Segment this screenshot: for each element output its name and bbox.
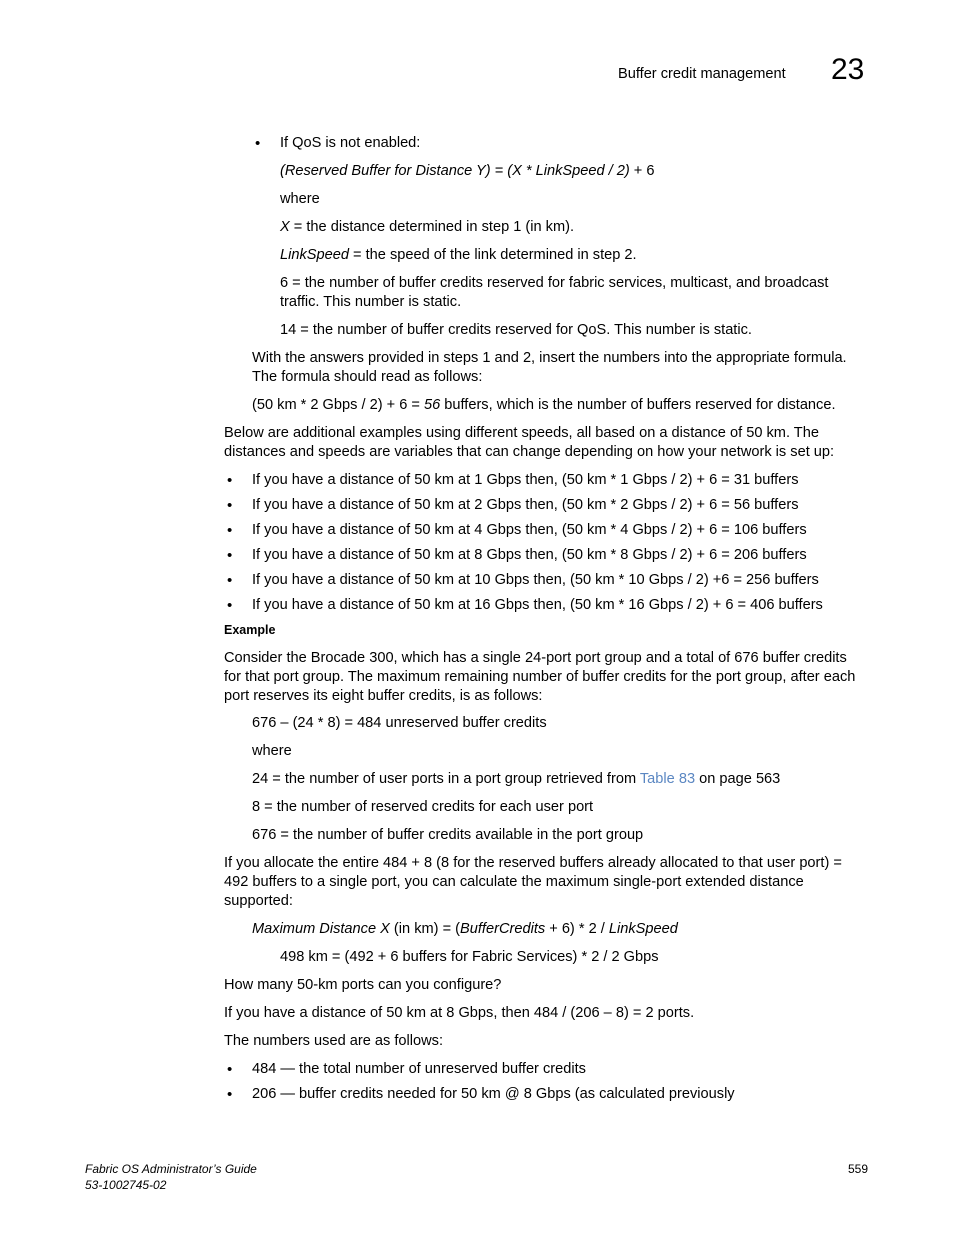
x-definition-text: = the distance determined in step 1 (in km). [289, 219, 575, 235]
max-italic-1: Maximum Distance X [252, 921, 390, 937]
list-item: 206 — buffer credits needed for 50 km @ 8 Gbps (as calculated previously [252, 1086, 735, 1102]
x-variable: X [280, 219, 290, 235]
max-italic-3: LinkSpeed [608, 921, 678, 937]
answers-calc [252, 396, 836, 415]
bullet-icon: • [255, 135, 261, 152]
max-mid-2: + 6) * 2 / [545, 921, 609, 937]
bullet-icon: • [227, 1061, 233, 1078]
examples-intro-line-1: Below are additional examples using different speeds, all based on a distance of 50 km. The [224, 425, 819, 441]
qos-formula-italic: (Reserved Buffer for Distance Y) = (X * LinkSpeed / 2) [280, 163, 630, 179]
bullet-icon: • [227, 1086, 233, 1103]
max-mid-1: (in km) = ( [389, 921, 461, 937]
numbers-intro: The numbers used are as follows: [224, 1033, 444, 1049]
linkspeed-definition [280, 246, 637, 265]
footer-guide-title: Fabric OS Administrator’s Guide [85, 1162, 257, 1176]
example-calc: 676 – (24 * 8) = 484 unreserved buffer credits [252, 715, 547, 731]
def-24-post: on page 563 [695, 771, 781, 787]
bullet-icon: • [227, 597, 233, 614]
bullet-icon: • [227, 572, 233, 589]
qos-formula-tail: + 6 [629, 163, 655, 179]
chapter-number: 23 [831, 53, 865, 86]
bullet-icon: • [227, 522, 233, 539]
running-header-title: Buffer credit management [618, 66, 786, 82]
page-number: 559 [848, 1162, 869, 1176]
x-definition [280, 218, 574, 237]
answers-calc-italic: 56 [423, 397, 441, 413]
list-item: If you have a distance of 50 km at 4 Gbps then, (50 km * 4 Gbps / 2) + 6 = 106 buffers [252, 522, 807, 538]
example-p1-line-2: for that port group. The maximum remaining number of buffer credits for the port group, after each [224, 669, 856, 685]
ports-answer: If you have a distance of 50 km at 8 Gbps, then 484 / (206 – 8) = 2 ports. [224, 1005, 695, 1021]
qos-formula [280, 162, 655, 181]
answers-line-1: With the answers provided in steps 1 and 2, insert the numbers into the appropriate formula. [252, 350, 847, 366]
example-p2-line-1: If you allocate the entire 484 + 8 (8 for the reserved buffers already allocated to that user port) = [224, 855, 842, 871]
answers-calc-post: buffers, which is the number of buffers reserved for distance. [440, 397, 836, 413]
list-item: If you have a distance of 50 km at 1 Gbps then, (50 km * 1 Gbps / 2) + 6 = 31 buffers [252, 472, 799, 488]
def-24-pre: 24 = the number of user ports in a port group retrieved from [252, 771, 640, 787]
example-where: where [252, 743, 292, 759]
linkspeed-variable: LinkSpeed [280, 247, 349, 263]
bullet-icon: • [227, 547, 233, 564]
example-heading: Example [224, 623, 276, 637]
max-distance-result: 498 km = (492 + 6 buffers for Fabric Services) * 2 / 2 Gbps [280, 949, 659, 965]
fourteen-definition: 14 = the number of buffer credits reserved for QoS. This number is static. [280, 322, 752, 338]
list-item: If you have a distance of 50 km at 2 Gbps then, (50 km * 2 Gbps / 2) + 6 = 56 buffers [252, 497, 799, 513]
table-83-link[interactable]: Table 83 [639, 771, 696, 787]
bullet-icon: • [227, 472, 233, 489]
ports-question: How many 50-km ports can you configure? [224, 977, 502, 993]
example-p1-line-1: Consider the Brocade 300, which has a single 24-port port group and a total of 676 buffer credits [224, 650, 847, 666]
list-item: If you have a distance of 50 km at 10 Gbps then, (50 km * 10 Gbps / 2) +6 = 256 buffers [252, 572, 819, 588]
example-p1-line-3: port reserves its eight buffer credits, is as follows: [224, 688, 543, 704]
list-item: If you have a distance of 50 km at 16 Gbps then, (50 km * 16 Gbps / 2) + 6 = 406 buffers [252, 597, 823, 613]
footer-doc-number: 53-1002745-02 [85, 1178, 167, 1192]
example-p2-line-2: 492 buffers to a single port, you can calculate the maximum single-port extended distance [224, 874, 804, 890]
linkspeed-definition-text: = the speed of the link determined in step 2. [348, 247, 637, 263]
max-italic-2: BufferCredits [460, 921, 546, 937]
max-distance-formula [252, 920, 678, 939]
answers-line-2: The formula should read as follows: [252, 369, 483, 385]
def-8: 8 = the number of reserved credits for each user port [252, 799, 594, 815]
six-definition-line-1: 6 = the number of buffer credits reserved for fabric services, multicast, and broadcast [280, 275, 829, 291]
list-item: If you have a distance of 50 km at 8 Gbps then, (50 km * 8 Gbps / 2) + 6 = 206 buffers [252, 547, 807, 563]
list-item: 484 — the total number of unreserved buffer credits [252, 1061, 586, 1077]
qos-where: where [280, 191, 320, 207]
bullet-icon: • [227, 497, 233, 514]
six-definition-line-2: traffic. This number is static. [280, 294, 462, 310]
answers-calc-pre: (50 km * 2 Gbps / 2) + 6 = [252, 397, 424, 413]
def-24 [252, 770, 780, 789]
def-676: 676 = the number of buffer credits available in the port group [252, 827, 644, 843]
example-p2-line-3: supported: [224, 893, 293, 909]
examples-intro-line-2: distances and speeds are variables that can change depending on how your network is set up: [224, 444, 835, 460]
qos-bullet-label: If QoS is not enabled: [280, 135, 421, 151]
